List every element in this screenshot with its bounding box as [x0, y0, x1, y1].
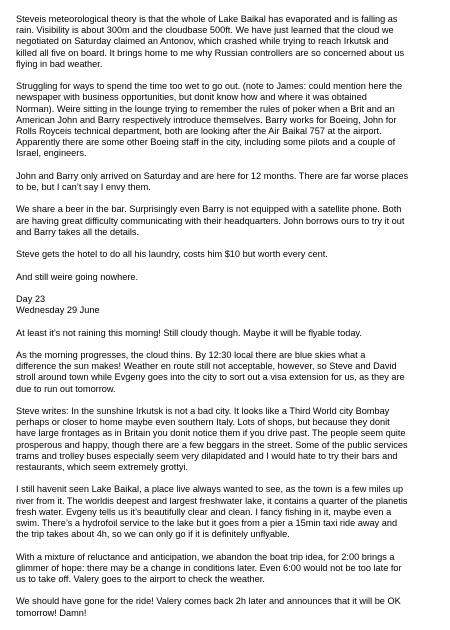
paragraph	[16, 81, 434, 159]
text-line: and Barry takes all the details.	[16, 226, 140, 237]
text-line: At least it’s not raining this morning! Still cloudy though. Maybe it will be flyable today.	[16, 327, 362, 338]
text-line: We share a beer in the bar. Surprisingly even Barry is not equipped with a satellite phone. Both	[16, 204, 402, 215]
text-line: restaurants, which seem extremely grottyi.	[16, 461, 189, 472]
text-line: glimmer of hope: there may be a change in conditions later. Even 6:00 would not be too late for	[16, 562, 402, 573]
text-line: And still weire going nowhere.	[16, 271, 139, 282]
text-line: Wednesday 29 June	[16, 305, 100, 316]
text-line: the trip takes about 4h, so we can only go if it is definitely unflyable.	[16, 529, 290, 540]
text-line: American John and Barry respectively introduce themselves. Barry works for Boeing, John for	[16, 114, 397, 125]
text-line: Israel, engineers.	[16, 148, 87, 159]
paragraph	[16, 171, 434, 193]
text-line: I still havenit seen Lake Baikal, a place live always wanted to see, as the town is a few miles up	[16, 484, 404, 495]
text-line: negotiated on Saturday claimed an Antonov, which crashed while trying to reach Irkutsk and	[16, 36, 389, 47]
paragraph	[16, 350, 434, 395]
text-line: difference the sun makes! Weather en route still not acceptable, however, so Steve and David	[16, 361, 397, 372]
text-line: flying in bad weather.	[16, 58, 103, 69]
text-line: fresh water. Evgeny tells us it’s beautifully clear and clean. I fancy fishing in it, maybe even a	[16, 506, 392, 517]
text-line: Struggling for ways to spend the time too wet to go out. (note to James: could mention here the	[16, 81, 403, 92]
text-line: swim. There’s a hydrofoil service to the lake but it goes from a pier a 15min taxi ride away and	[16, 517, 398, 528]
text-line: Apparently there are some other Boeing staff in the city, including some pilots and a couple of	[16, 137, 396, 148]
paragraph	[16, 552, 434, 586]
paragraph	[16, 294, 434, 316]
text-line: have large frontages as in Britain you donit notice them if you drive past. The people seem quite	[16, 428, 406, 439]
text-line: prosperous and happy, though there are a few beggars in the street. Some of the public services	[16, 439, 408, 450]
text-line: killed all five on board. It brings home to me why Russian controllers are so concerned about us	[16, 47, 405, 58]
text-line: John and Barry only arrived on Saturday and are here for 12 months. There are far worse places	[16, 170, 409, 181]
text-line: trams and trolley buses especially seem very dilapidated and I would hate to try their bars and	[16, 450, 398, 461]
text-line: are having great difficulty communicating with their headquarters. John borrows ours to try it out	[16, 215, 405, 226]
text-line: river from it. The worldis deepest and largest freshwater lake, it contains a quarter of the planetis	[16, 495, 408, 506]
text-line: stroll around town while Evgeny goes into the city to sort out a visa extension for us, as they are	[16, 372, 405, 383]
text-line: newspaper with business opportunities, but donit know how and where it was obtained	[16, 92, 367, 103]
text-line: Steveis meteorological theory is that the whole of Lake Baikal has evaporated and is falling as	[16, 14, 398, 24]
paragraph	[16, 249, 434, 260]
paragraph	[16, 204, 434, 238]
text-line: Steve gets the hotel to do all his laundry, costs him $10 but worth every cent.	[16, 249, 328, 260]
paragraph	[16, 272, 434, 283]
paragraph	[16, 406, 434, 473]
text-line: us to take off. Valery goes to the airport to check the weather.	[16, 573, 265, 584]
text-line: As the morning progresses, the cloud thins. By 12:30 local there are blue skies what a	[16, 349, 366, 360]
text-line: Norman). Weire sitting in the lounge trying to remember the rules of poker when a Brit and an	[16, 103, 395, 114]
text-line: tomorrow! Damn!	[16, 607, 87, 618]
text-line: rain. Visibility is about 300m and the cloudbase 500ft. We have just learned that the cloud we	[16, 25, 394, 36]
paragraph	[16, 596, 434, 618]
text-line: due to run out tomorrow.	[16, 383, 116, 394]
text-line: We should have gone for the ride! Valery comes back 2h later and announces that it will be OK	[16, 596, 401, 607]
text-line: to be, but I can’t say I envy them.	[16, 182, 151, 193]
text-line: With a mixture of reluctance and anticipation, we abandon the boat trip idea, for 2:00 brings a	[16, 551, 395, 562]
paragraph	[16, 484, 434, 540]
paragraph	[16, 14, 434, 70]
text-line: Day 23	[16, 293, 46, 304]
text-line: Steve writes: In the sunshine Irkutsk is not a bad city. It looks like a Third World city Bombay	[16, 405, 390, 416]
text-line: Rolls Royceis technical department, both are looking after the Air Baikal 757 at the airport.	[16, 126, 382, 137]
text-line: perhaps or closer to home maybe even southern Italy. Lots of shops, but because they donit	[16, 417, 390, 428]
paragraph	[16, 328, 434, 339]
